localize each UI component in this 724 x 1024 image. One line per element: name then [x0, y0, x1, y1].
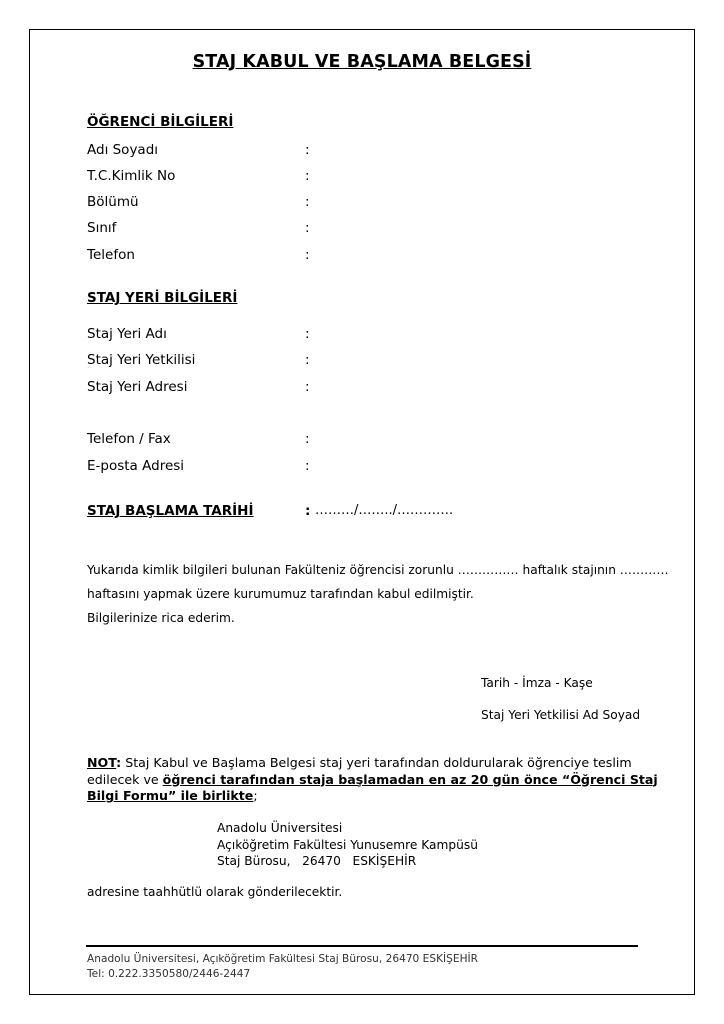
field-colon: : [305, 379, 310, 395]
field-label: Telefon / Fax [87, 431, 171, 447]
field-label: T.C.Kimlik No [87, 168, 176, 184]
footer-divider [86, 945, 638, 947]
field-colon: : [305, 503, 311, 519]
address-line: Anadolu Üniversitesi [217, 821, 343, 835]
field-label: Bölümü [87, 194, 139, 210]
address-line: Açıköğretim Fakültesi Yunusemre Kampüsü [217, 837, 478, 852]
field-colon: : [305, 194, 310, 210]
address-line: Staj Bürosu, 26470 ESKİŞEHİR [217, 854, 417, 868]
field-label: E-posta Adresi [87, 458, 185, 474]
note-label: NOT [87, 755, 117, 770]
workplace-info-heading: STAJ YERİ BİLGİLERİ [87, 290, 238, 306]
field-label: Adı Soyadı [87, 142, 159, 158]
field-colon: : [305, 458, 310, 474]
body-text-line: Yukarıda kimlik bilgileri bulunan Fakülteniz öğrencisi zorunlu …………… haftalık stajının ………… [87, 563, 669, 577]
field-colon: : [305, 326, 310, 342]
body-text-line: Bilgilerinize rica ederim. [87, 611, 235, 625]
field-label: Staj Yeri Adresi [87, 379, 188, 395]
field-label: Staj Yeri Yetkilisi [87, 352, 196, 368]
closing-text: adresine taahhütlü olarak gönderilecektir. [87, 885, 343, 899]
footer [87, 952, 478, 982]
start-date-placeholder: ………/……../…………. [315, 503, 454, 518]
field-label: Sınıf [87, 220, 117, 236]
note-colon: : [116, 755, 122, 770]
note-paragraph [87, 755, 662, 805]
field-colon: : [305, 431, 310, 447]
footer-phone: Tel: 0.222.3350580/2446-2447 [87, 968, 251, 980]
field-label: Telefon [87, 247, 135, 263]
signature-officer-name: Staj Yeri Yetkilisi Ad Soyad [481, 708, 641, 722]
footer-address: Anadolu Üniversitesi, Açıköğretim Fakültesi Staj Bürosu, 26470 ESKİŞEHİR [87, 953, 479, 965]
start-date-label: STAJ BAŞLAMA TARİHİ [87, 503, 254, 519]
signature-date-stamp: Tarih - İmza - Kaşe [481, 676, 593, 690]
field-colon: : [305, 168, 310, 184]
note-end: ; [253, 788, 258, 803]
student-info-heading: ÖĞRENCİ BİLGİLERİ [87, 114, 234, 130]
field-colon: : [305, 220, 310, 236]
address-block [217, 820, 478, 870]
document-title: STAJ KABUL VE BAŞLAMA BELGESİ [192, 52, 532, 72]
body-text-line: haftasını yapmak üzere kurumumuz tarafından kabul edilmiştir. [87, 587, 474, 601]
field-colon: : [305, 142, 310, 158]
field-label: Staj Yeri Adı [87, 326, 167, 342]
note-text: Staj Kabul ve Başlama Belgesi staj yeri tarafından doldurularak öğrenciye teslim edilecek ve [87, 755, 632, 787]
note-bold-text: öğrenci tarafından staja başlamadan en az 20 gün önce “Öğrenci Staj Bilgi Formu” ile birlikte [87, 771, 658, 803]
field-colon: : [305, 352, 310, 368]
field-colon: : [305, 247, 310, 263]
